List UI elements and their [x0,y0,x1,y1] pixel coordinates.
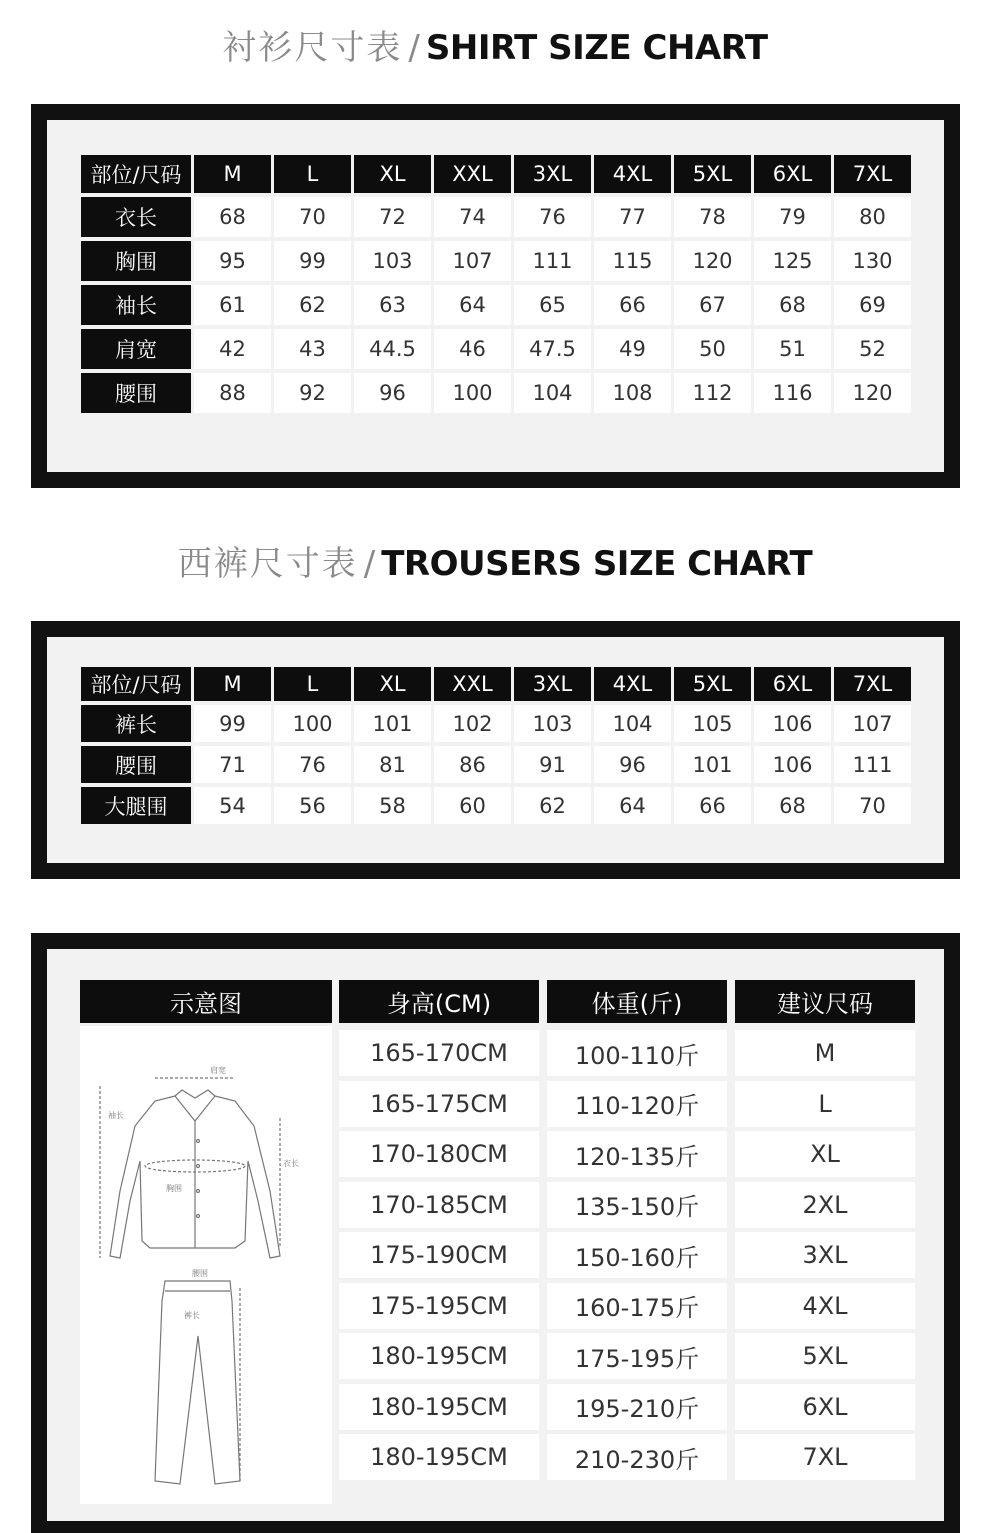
table-cell: 76 [274,746,351,783]
size-header: L [274,155,351,193]
recommend-size-cell: 7XL [735,1434,915,1480]
table-cell: 106 [754,746,831,783]
size-header: 3XL [514,155,591,193]
size-header: M [194,667,271,701]
size-header: XXL [434,667,511,701]
table-cell: 96 [354,373,431,413]
table-cell: 58 [354,787,431,824]
table-cell: 61 [194,285,271,325]
table-cell: 42 [194,329,271,369]
table-cell: 71 [194,746,271,783]
table-cell: 91 [514,746,591,783]
size-header: XL [354,155,431,193]
recommend-weight-cell: 210-230斤 [547,1434,727,1480]
table-cell: 100 [434,373,511,413]
table-cell: 120 [834,373,911,413]
recommend-weight-cell: 160-175斤 [547,1283,727,1329]
table-cell: 104 [514,373,591,413]
recommend-height-cell: 165-175CM [339,1081,539,1127]
table-row [81,746,911,783]
table-cell: 62 [274,285,351,325]
header-height: 身高(CM) [339,980,539,1023]
table-cell: 64 [434,285,511,325]
size-header: XXL [434,155,511,193]
size-header: 4XL [594,667,671,701]
table-cell: 65 [514,285,591,325]
recommend-height-cell: 180-195CM [339,1384,539,1430]
table-cell: 103 [514,705,591,742]
table-cell: 64 [594,787,671,824]
row-label: 袖长 [81,285,191,325]
recommend-height-cell: 180-195CM [339,1434,539,1480]
table-cell: 76 [514,197,591,237]
table-cell: 51 [754,329,831,369]
table-cell: 68 [194,197,271,237]
recommend-height-cell: 165-170CM [339,1030,539,1076]
row-label: 大腿围 [81,787,191,824]
table-cell: 112 [674,373,751,413]
recommend-size-cell: L [735,1081,915,1127]
table-cell: 67 [674,285,751,325]
size-header: 7XL [834,667,911,701]
table-cell: 70 [274,197,351,237]
recommend-weight-cell: 100-110斤 [547,1030,727,1076]
recommend-height-cell: 170-185CM [339,1182,539,1228]
row-label: 腰围 [81,746,191,783]
row-label: 腰围 [81,373,191,413]
table-cell: 52 [834,329,911,369]
title-separator: / [363,544,376,584]
recommend-weight-cell: 110-120斤 [547,1081,727,1127]
table-cell: 95 [194,241,271,281]
recommend-size-cell: M [735,1030,915,1076]
header-diagram: 示意图 [80,980,332,1023]
label-chest: 胸围 [166,1184,182,1193]
size-header: 6XL [754,667,831,701]
table-cell: 120 [674,241,751,281]
recommend-weight-cell: 120-135斤 [547,1131,727,1177]
table-cell: 68 [754,285,831,325]
table-cell: 105 [674,705,751,742]
table-cell: 49 [594,329,671,369]
table-cell: 70 [834,787,911,824]
size-header: 7XL [834,155,911,193]
table-row [81,329,911,369]
corner-label: 部位/尺码 [81,667,191,701]
size-header: XL [354,667,431,701]
table-row [81,705,911,742]
table-cell: 81 [354,746,431,783]
trousers-size-table [78,663,914,828]
size-header: 4XL [594,155,671,193]
garment-illustration [80,1026,332,1504]
table-cell: 102 [434,705,511,742]
recommend-weight-cell: 150-160斤 [547,1232,727,1278]
recommend-size-cell: 6XL [735,1384,915,1430]
table-cell: 68 [754,787,831,824]
recommend-height-cell: 180-195CM [339,1333,539,1379]
label-shoulder: 肩宽 [210,1066,226,1075]
shirt-title [0,26,990,70]
table-cell: 80 [834,197,911,237]
table-cell: 88 [194,373,271,413]
size-header: 5XL [674,155,751,193]
shirt-title-en: SHIRT SIZE CHART [425,28,768,68]
table-row [81,787,911,824]
table-cell: 103 [354,241,431,281]
table-cell: 86 [434,746,511,783]
table-cell: 66 [594,285,671,325]
label-trouser-length: 裤长 [184,1311,200,1320]
table-cell: 106 [754,705,831,742]
label-length: 衣长 [283,1159,299,1168]
row-label: 裤长 [81,705,191,742]
table-cell: 66 [674,787,751,824]
table-cell: 101 [354,705,431,742]
table-cell: 96 [594,746,671,783]
table-row [81,373,911,413]
size-header: 5XL [674,667,751,701]
trousers-title-cn: 西裤尺寸表 [177,544,358,584]
recommend-height-cell: 170-180CM [339,1131,539,1177]
recommend-height-cell: 175-195CM [339,1283,539,1329]
shirt-title-cn: 衬衫尺寸表 [222,28,403,68]
table-cell: 44.5 [354,329,431,369]
table-cell: 116 [754,373,831,413]
recommend-size-cell: 5XL [735,1333,915,1379]
table-cell: 77 [594,197,671,237]
recommend-height-cell: 175-190CM [339,1232,539,1278]
title-separator: / [408,28,420,68]
table-cell: 43 [274,329,351,369]
table-cell: 74 [434,197,511,237]
table-cell: 111 [834,746,911,783]
table-cell: 125 [754,241,831,281]
label-waist: 腰围 [192,1269,208,1278]
header-weight: 体重(斤) [547,980,727,1023]
row-label: 衣长 [81,197,191,237]
table-row [81,197,911,237]
table-header-row [81,155,911,193]
table-cell: 104 [594,705,671,742]
size-header: 6XL [754,155,831,193]
table-cell: 115 [594,241,671,281]
table-cell: 100 [274,705,351,742]
table-cell: 101 [674,746,751,783]
header-size: 建议尺码 [735,980,915,1023]
table-row [81,241,911,281]
row-label: 肩宽 [81,329,191,369]
corner-label: 部位/尺码 [81,155,191,193]
table-cell: 46 [434,329,511,369]
recommend-weight-cell: 195-210斤 [547,1384,727,1430]
recommend-weight-cell: 135-150斤 [547,1182,727,1228]
table-header-row [81,667,911,701]
table-cell: 54 [194,787,271,824]
table-cell: 63 [354,285,431,325]
table-cell: 99 [194,705,271,742]
recommend-size-cell: XL [735,1131,915,1177]
table-cell: 60 [434,787,511,824]
recommend-weight-cell: 175-195斤 [547,1333,727,1379]
row-label: 胸围 [81,241,191,281]
size-header: 3XL [514,667,591,701]
recommend-size-cell: 4XL [735,1283,915,1329]
table-cell: 108 [594,373,671,413]
recommend-size-cell: 2XL [735,1182,915,1228]
garment-diagram [80,1026,332,1504]
table-cell: 79 [754,197,831,237]
table-cell: 111 [514,241,591,281]
table-cell: 47.5 [514,329,591,369]
table-row [81,285,911,325]
recommend-size-cell: 3XL [735,1232,915,1278]
size-header: L [274,667,351,701]
table-cell: 78 [674,197,751,237]
table-cell: 92 [274,373,351,413]
table-cell: 72 [354,197,431,237]
table-cell: 107 [834,705,911,742]
label-sleeve: 袖长 [108,1111,124,1120]
table-cell: 69 [834,285,911,325]
table-cell: 50 [674,329,751,369]
trousers-title-en: TROUSERS SIZE CHART [381,544,813,584]
table-cell: 99 [274,241,351,281]
size-header: M [194,155,271,193]
table-cell: 62 [514,787,591,824]
trousers-title [0,542,990,586]
table-cell: 56 [274,787,351,824]
table-cell: 107 [434,241,511,281]
shirt-size-table [78,151,914,417]
table-cell: 130 [834,241,911,281]
